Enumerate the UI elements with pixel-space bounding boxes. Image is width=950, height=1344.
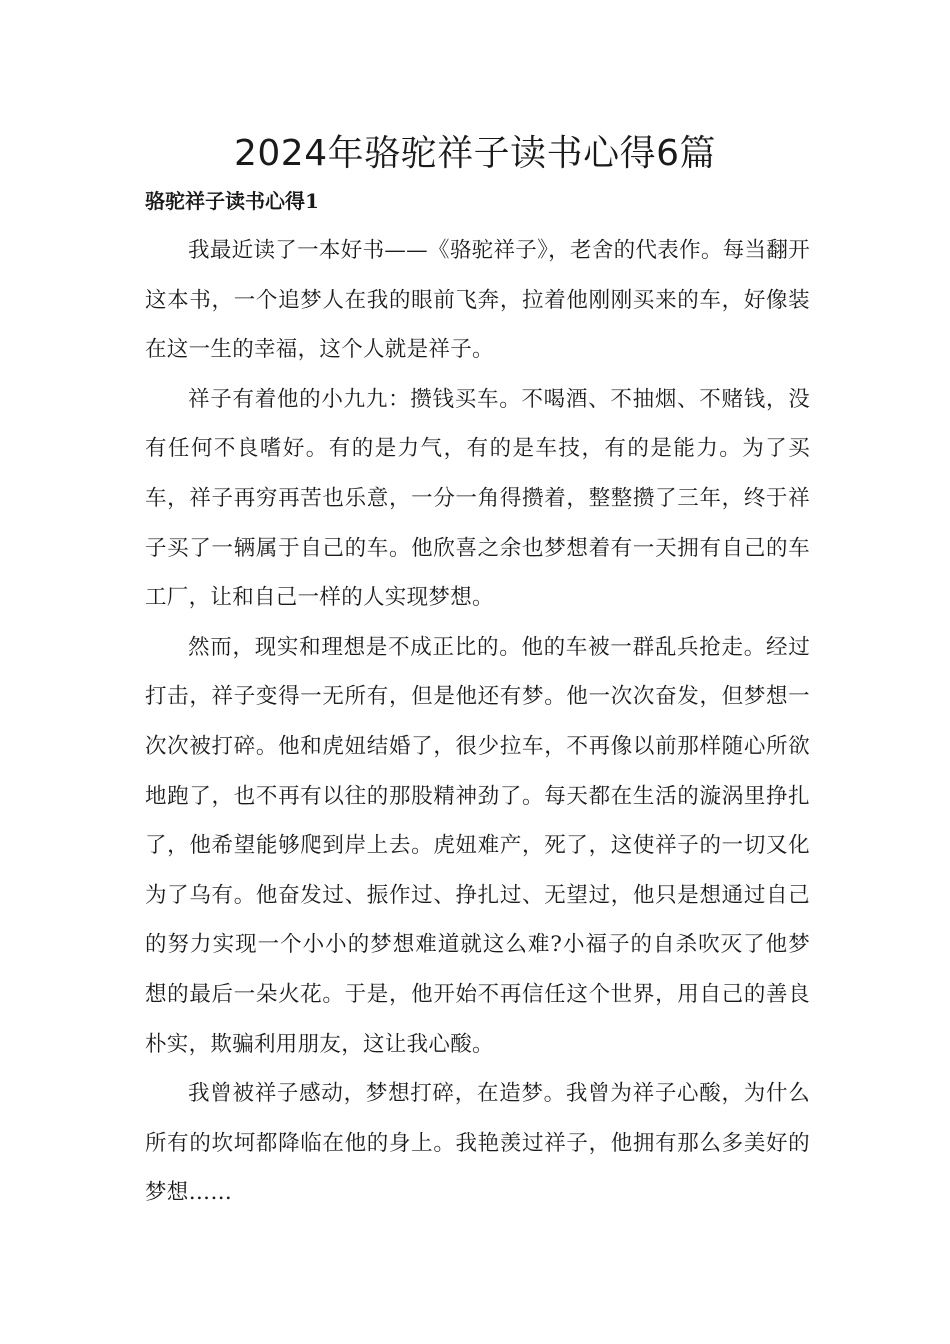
paragraph: 我最近读了一本好书——《骆驼祥子》，老舍的代表作。每当翻开这本书，一个追梦人在我的眼前飞奔，拉着他刚刚买来的车，好像装在这一生的幸福，这个人就是祥子。 [145, 238, 810, 363]
document-title: 2024年骆驼祥子读书心得6篇 [233, 133, 717, 174]
paragraph: 祥子有着他的小九九：攒钱买车。不喝酒、不抽烟、不赌钱，没有任何不良嗜好。有的是力气，有的是车技，有的是能力。为了买车，祥子再穷再苦也乐意，一分一角得攒着，整整攒了三年，终于祥子买了一辆属于自己的车。他欣喜之余也梦想着有一天拥有自己的车工厂，让和自己一样的人实现梦想。 [145, 386, 810, 611]
paragraph: 然而，现实和理想是不成正比的。他的车被一群乱兵抢走。经过打击，祥子变得一无所有，但是他还有梦。他一次次奋发，但梦想一次次被打碎。他和虎妞结婚了，很少拉车，不再像以前那样随心所欲地跑了，也不再有以往的那股精神劲了。每天都在生活的漩涡里挣扎了，他希望能够爬到岸上去。虎妞难产，死了，这使祥子的一切又化为了乌有。他奋发过、振作过、挣扎过、无望过，他只是想通过自己的努力实现一个小小的梦想难道就这么难?小福子的自杀吹灭了他梦想的最后一朵火花。于是，他开始不再信任这个世界，用自己的善良朴实，欺骗利用朋友，这让我心酸。 [145, 634, 810, 1057]
section-heading: 骆驼祥子读书心得1 [145, 189, 319, 213]
paragraph: 我曾被祥子感动，梦想打碎，在造梦。我曾为祥子心酸，为什么所有的坎坷都降临在他的身上。我艳羡过祥子，他拥有那么多美好的梦想…… [145, 1081, 810, 1206]
document-body [145, 226, 810, 1218]
